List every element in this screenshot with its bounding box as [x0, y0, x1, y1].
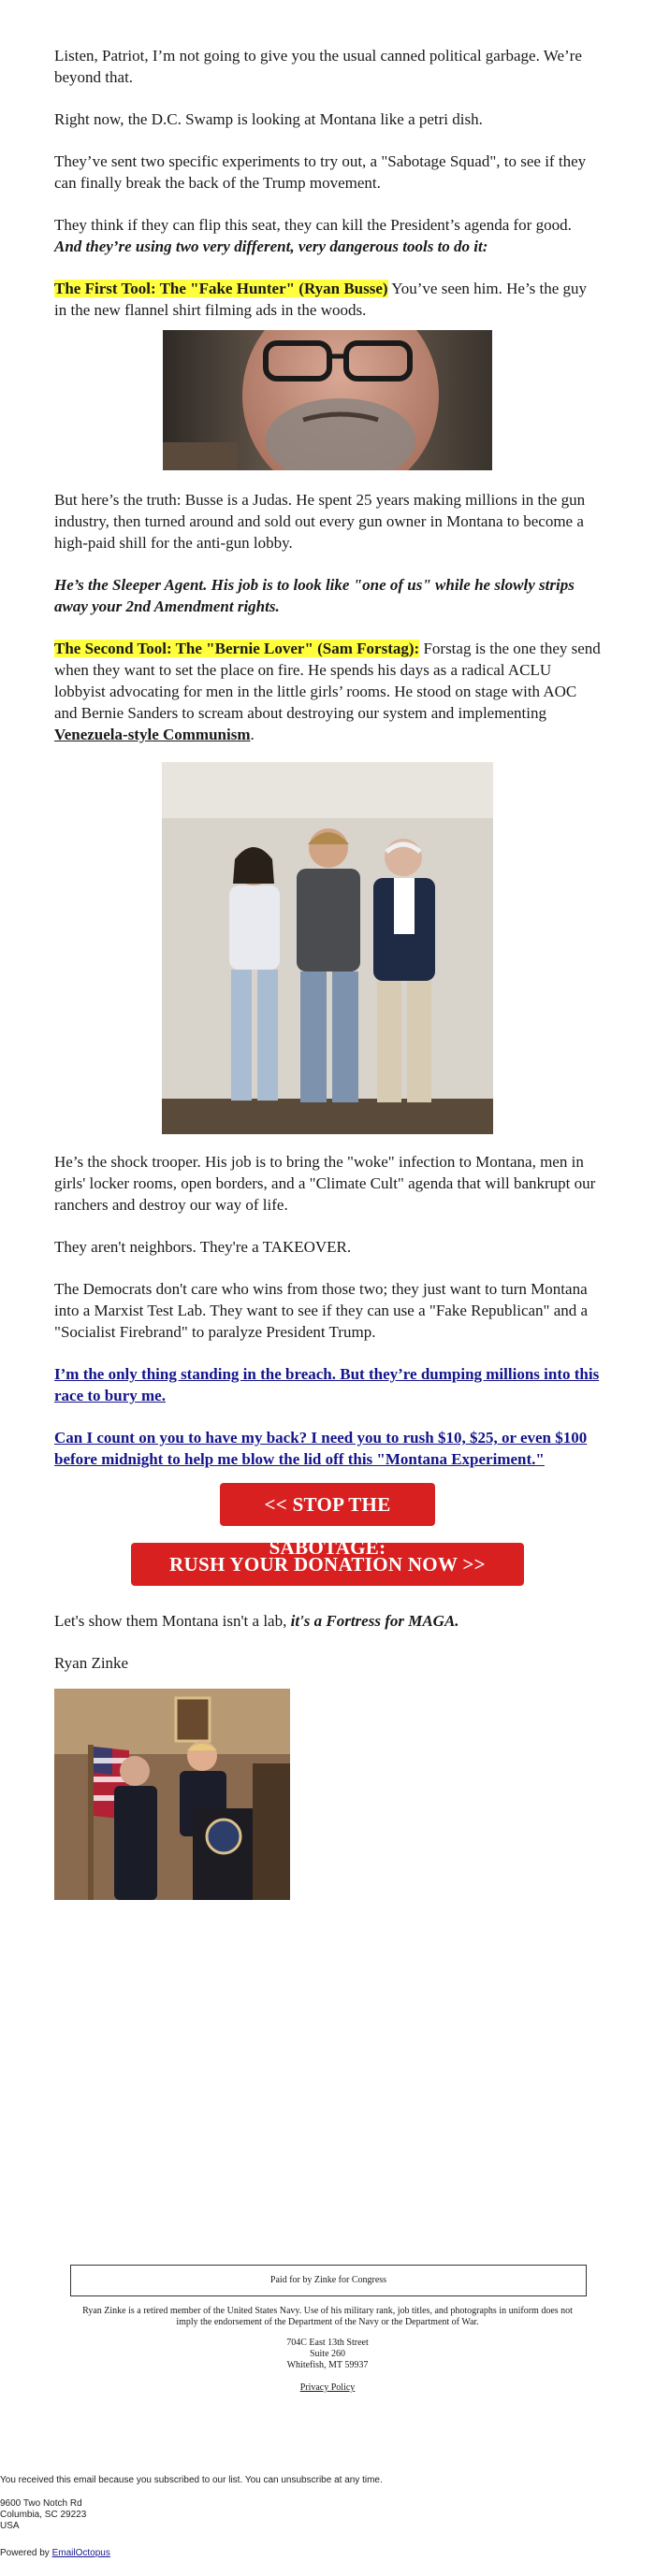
stop-sabotage-button[interactable]: << STOP THE [220, 1483, 435, 1526]
sleeper-agent-paragraph: He’s the Sleeper Agent. His job is to look like "one of us" while he slowly strips away your 2nd Amendment rights. [54, 576, 575, 615]
first-tool-paragraph: The First Tool: The "Fake Hunter" (Ryan Busse) You’ve seen him. He’s the guy in the new flannel shirt filming ads in the woods. [54, 280, 588, 319]
privacy-policy-link[interactable]: Privacy Policy [299, 2382, 356, 2393]
dangerous-tools-emphasis: And they’re using two very different, very dangerous tools to do it: [54, 237, 488, 255]
forstag-group-photo [162, 762, 493, 1134]
rush-donation-button[interactable]: RUSH YOUR DONATION NOW >> [131, 1543, 524, 1586]
sender-address [0, 2498, 86, 2532]
sender-address-line-3: USA [0, 2521, 20, 2531]
subscription-notice: You received this email because you subscribed to our list. You can unsubscribe at any time. [0, 2475, 383, 2485]
marxist-lab-paragraph: The Democrats don't care who wins from those two; they just want to turn Montana into a Marxist Test Lab. They want to see if they can use a "Fake Republican" and a "Socialist Firebrand" to paralyze President Trump. [54, 1280, 589, 1341]
emailoctopus-link[interactable]: EmailOctopus [51, 2548, 110, 2558]
shock-trooper-paragraph: He’s the shock trooper. His job is to bring the "woke" infection to Montana, men in girls' locker rooms, open borders, and a "Climate Cult" agenda that will bankrupt our ranchers and destroy our way of life. [54, 1153, 596, 1214]
swamp-paragraph: Right now, the D.C. Swamp is looking at Montana like a petri dish. [54, 110, 483, 128]
address-line-1: 704C East 13th Street [286, 2338, 369, 2348]
first-tool-highlight: The First Tool: The "Fake Hunter" (Ryan Busse) [54, 280, 388, 297]
address-line-3: Whitefish, MT 59937 [286, 2360, 369, 2370]
three-people-illustration [162, 762, 493, 1134]
podium-illustration [54, 1689, 290, 1900]
campaign-address [187, 2338, 468, 2371]
signature: Ryan Zinke [54, 1654, 129, 1672]
email-body [54, 45, 601, 1900]
paid-for-box: Paid for by Zinke for Congress [70, 2265, 587, 2296]
judas-paragraph: But here’s the truth: Busse is a Judas. He spent 25 years making millions in the gun industry, then turned around and sold out every gun owner in Montana to become a high-paid shill for the anti-gun lobby. [54, 491, 586, 552]
navy-disclaimer: Ryan Zinke is a retired member of the United States Navy. Use of his military rank, job titles, and photographs in uniform does not imply the endorsement of the Department of the Navy or the Department of War. [82, 2306, 573, 2327]
count-on-you-donation-link[interactable]: Can I count on you to have my back? I need you to rush $10, $25, or even $100 before midnight to help me blow the lid off this "Montana Experiment." [54, 1429, 588, 1468]
second-tool-highlight: The Second Tool: The "Bernie Lover" (Sam Forstag): [54, 640, 420, 657]
intro-paragraph: Listen, Patriot, I’m not going to give you the usual canned political garbage. We’re beyond that. [54, 47, 582, 86]
closing-paragraph: Let's show them Montana isn't a lab, it's a Fortress for MAGA. [54, 1612, 459, 1630]
busse-photo [163, 330, 492, 470]
sender-address-line-1: 9600 Two Notch Rd [0, 2498, 82, 2509]
address-line-2: Suite 260 [309, 2349, 346, 2359]
second-tool-paragraph: The Second Tool: The "Bernie Lover" (Sam Forstag): Forstag is the one they send when they want to set the place on fire. He spends his days as a radical ACLU lobbyist advocating for men in the little girls’ rooms. He stood on stage with AOC and Bernie Sanders to scream about destroying our system and implementing Venezuela-style Communism. [54, 640, 601, 743]
fortress-emphasis: it's a Fortress for MAGA. [290, 1612, 459, 1630]
agenda-paragraph: They think if they can flip this seat, they can kill the President’s agenda for good. And they’re using two very different, very dangerous tools to do it: [54, 216, 572, 255]
takeover-paragraph: They aren't neighbors. They're a TAKEOVER. [54, 1238, 352, 1256]
powered-by: Powered by EmailOctopus [0, 2548, 110, 2558]
zinke-trump-photo [54, 1689, 290, 1900]
man-face-illustration [163, 330, 492, 470]
privacy-wrapper [187, 2382, 468, 2394]
breach-donation-link[interactable]: I’m the only thing standing in the breach. But they’re dumping millions into this race to bury me. [54, 1365, 600, 1404]
sabotage-squad-paragraph: They’ve sent two specific experiments to try out, a "Sabotage Squad", to see if they can finally break the back of the Trump movement. [54, 152, 587, 192]
sender-address-line-2: Columbia, SC 29223 [0, 2510, 87, 2520]
venezuela-link[interactable]: Venezuela-style Communism [54, 726, 251, 743]
